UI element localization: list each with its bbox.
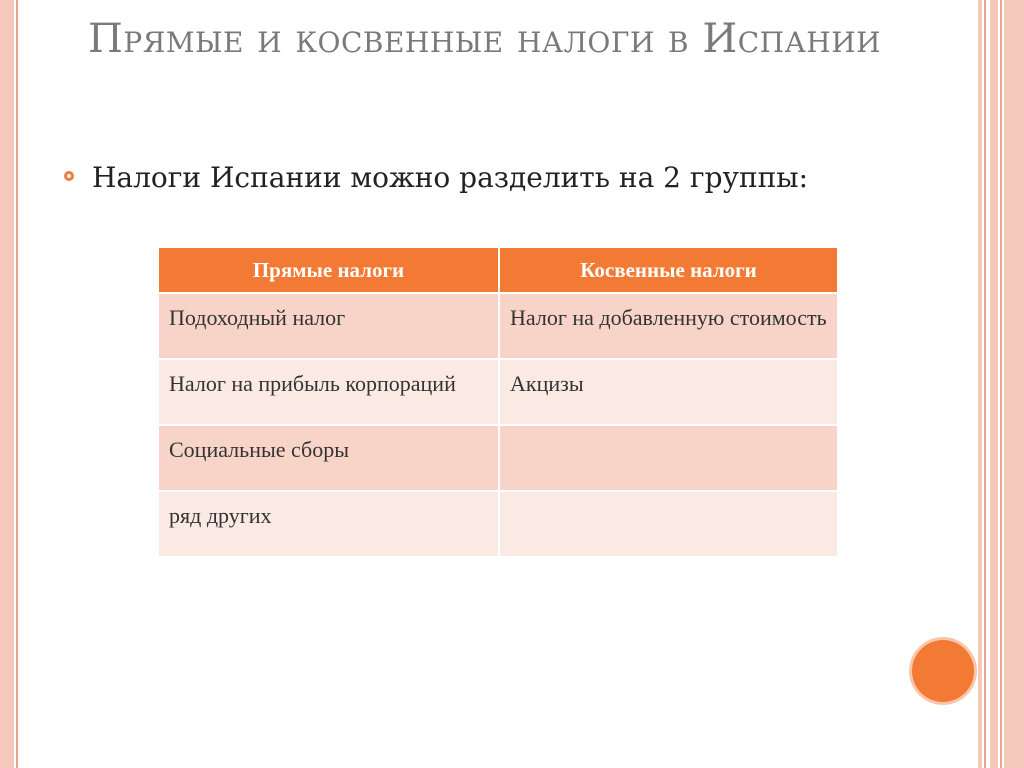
right-stripe-4 xyxy=(1000,0,1002,768)
table-header-row xyxy=(158,247,838,293)
table-cell: Социальные сборы xyxy=(158,425,499,491)
table-cell: Акцизы xyxy=(499,359,838,425)
table-cell: ряд других xyxy=(158,491,499,557)
header-direct-taxes: Прямые налоги xyxy=(158,247,499,293)
table-cell xyxy=(499,491,838,557)
header-indirect-taxes: Косвенные налоги xyxy=(499,247,838,293)
table-row xyxy=(158,293,838,359)
orange-circle-decoration xyxy=(912,640,974,702)
table-cell: Налог на прибыль корпораций xyxy=(158,359,499,425)
table-cell xyxy=(499,425,838,491)
slide-title: Прямые и косвенные налоги в Испании xyxy=(88,16,882,62)
right-stripe-3 xyxy=(990,0,998,768)
bullet-text: Налоги Испании можно разделить на 2 группы: xyxy=(92,161,809,194)
right-stripe-2 xyxy=(984,0,986,768)
right-stripe-5 xyxy=(1004,0,1024,768)
ring-bullet-icon xyxy=(64,171,74,181)
table-cell: Подоходный налог xyxy=(158,293,499,359)
right-stripe-1 xyxy=(978,0,982,768)
table-cell: Налог на добавленную стоимость xyxy=(499,293,838,359)
left-border-bar xyxy=(0,0,14,768)
taxes-table xyxy=(157,246,839,558)
table-row xyxy=(158,425,838,491)
left-border-line xyxy=(16,0,18,768)
table-row xyxy=(158,359,838,425)
table-row xyxy=(158,491,838,557)
